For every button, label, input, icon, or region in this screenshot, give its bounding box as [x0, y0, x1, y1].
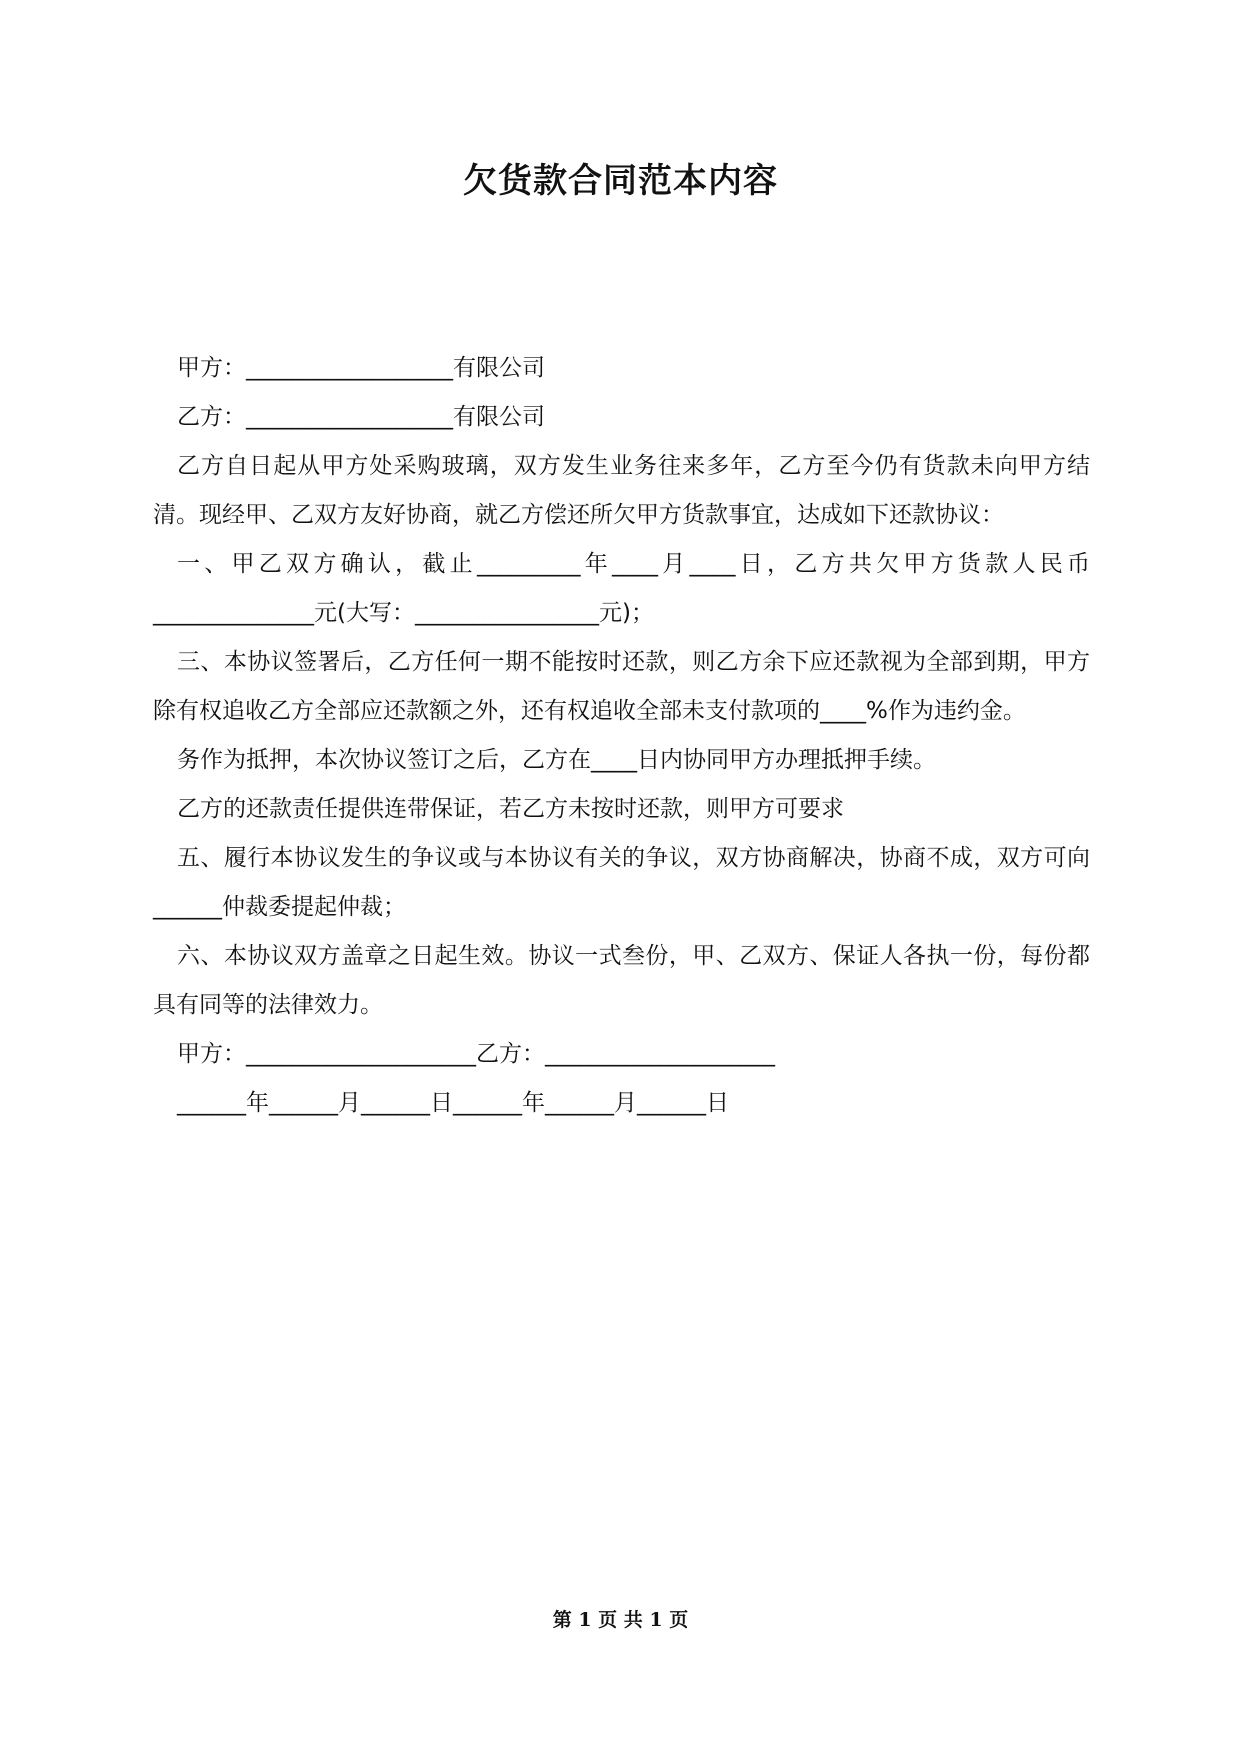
preamble-paragraph: 乙方自日起从甲方处采购玻璃，双方发生业务往来多年，乙方至今仍有货款未向甲方结清。现经甲、乙双方友好协商，就乙方偿还所欠甲方货款事宜，达成如下还款协议： — [153, 453, 1090, 528]
clause-6-paragraph: 六、本协议双方盖章之日起生效。协议一式叁份，甲、乙双方、保证人各执一份，每份都具有同等的法律效力。 — [153, 943, 1090, 1018]
guarantee-paragraph: 乙方的还款责任提供连带保证，若乙方未按时还款，则甲方可要求 — [177, 796, 844, 822]
mortgage-paragraph: 务作为抵押，本次协议签订之后，乙方在____日内协同甲方办理抵押手续。 — [177, 747, 936, 773]
clause-3-paragraph: 三、本协议签署后，乙方任何一期不能按时还款，则乙方余下应还款视为全部到期，甲方除有权追收乙方全部应还款额之外，还有权追收全部未支付款项的____%作为违约金。 — [153, 649, 1090, 724]
party-a-line: 甲方：__________________有限公司 — [177, 355, 545, 381]
signature-line: 甲方：____________________乙方：____________________ — [177, 1041, 775, 1067]
clause-1-paragraph: 一、甲乙双方确认，截止_________年____月____日，乙方共欠甲方货款人民币______________元(大写：________________元)； — [153, 551, 1090, 626]
date-line: ______年______月______日______年______月______日 — [177, 1090, 729, 1116]
document-title: 欠货款合同范本内容 — [463, 161, 778, 201]
party-b-line: 乙方：__________________有限公司 — [177, 404, 545, 430]
page-indicator: 第 1 页 共 1 页 — [552, 1609, 689, 1631]
document-body — [153, 344, 1090, 1128]
clause-5-paragraph: 五、履行本协议发生的争议或与本协议有关的争议，双方协商解决，协商不成，双方可向______仲裁委提起仲裁； — [153, 845, 1090, 920]
